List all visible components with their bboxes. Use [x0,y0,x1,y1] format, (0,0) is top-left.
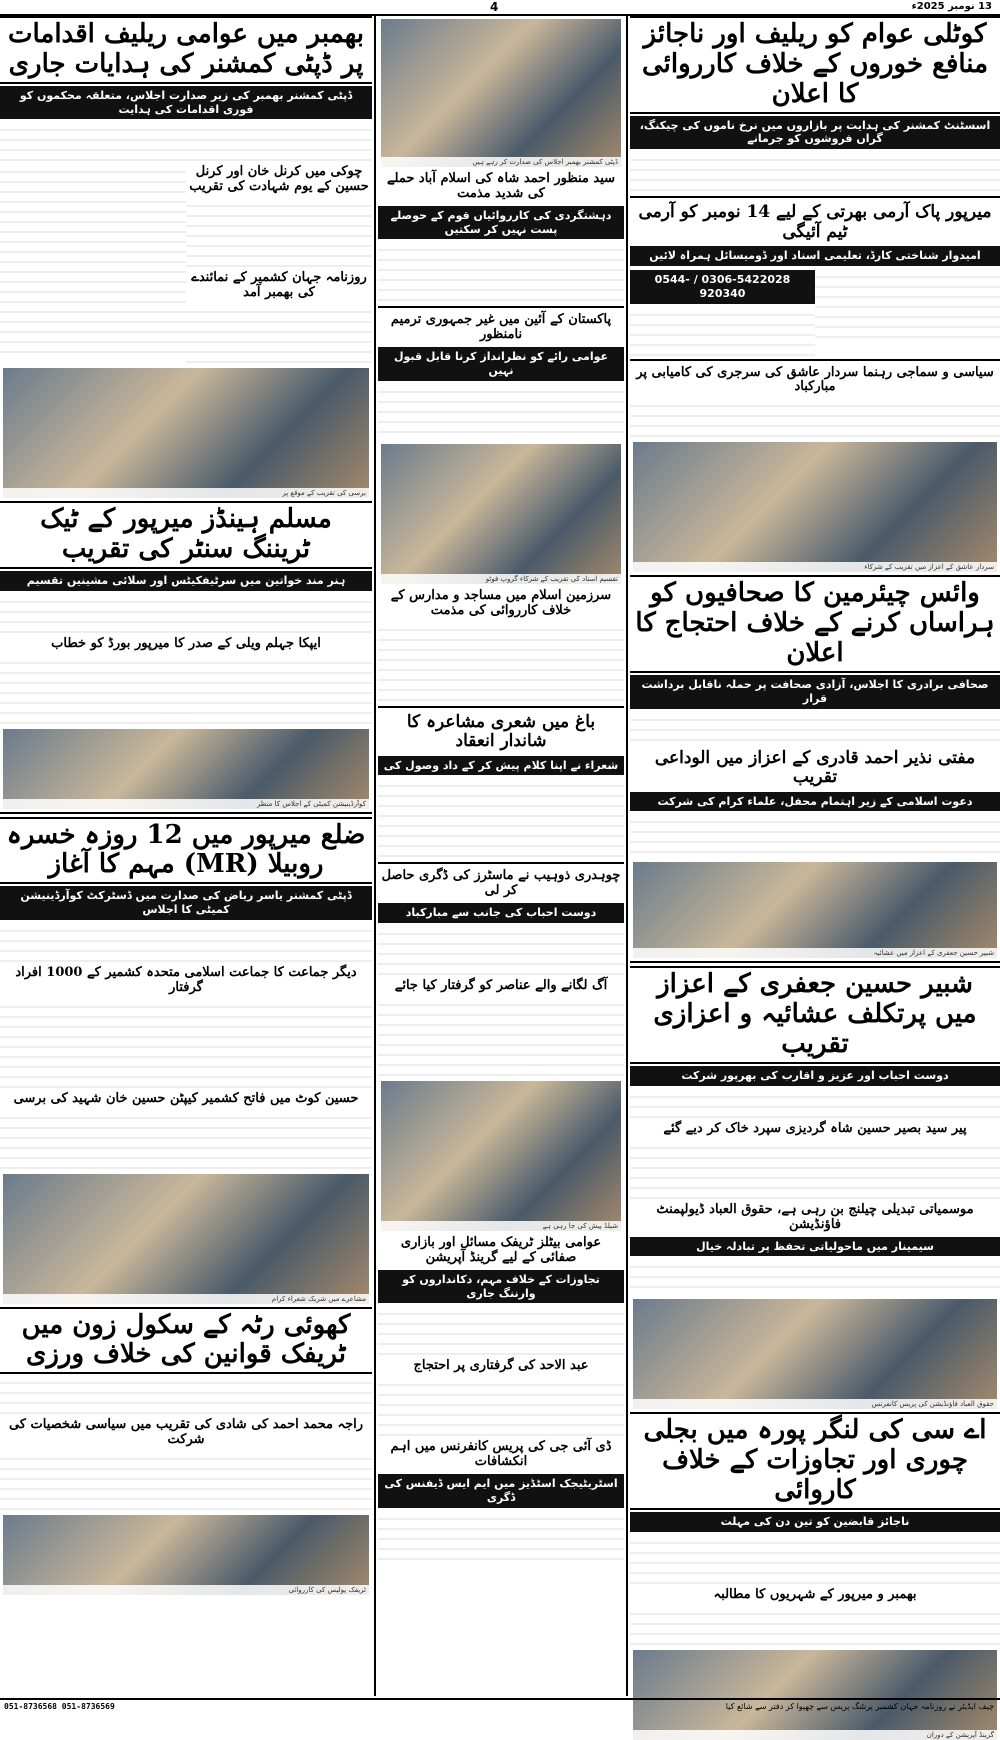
citizens-demand-headline: بھمبر و میرپور کے شہریوں کا مطالبہ [713,1586,917,1602]
rule [630,961,1000,963]
dig-bar: اسٹریٹیجک اسٹڈیز میں ایم ایس ڈیفنس کی ڈگری [378,1474,624,1508]
distribution-photo [3,368,369,498]
photo-caption: شیلڈ پیش کی جا رہی ہے [381,1221,621,1231]
article-body [0,163,186,355]
amendment-bar: عوامی رائے کو نظرانداز کرنا قابل قبول نہیں [378,347,624,381]
rule [0,812,372,814]
article-body [0,922,372,964]
article-body [630,1088,1000,1120]
grand-operation-headline: عوامی بیٹلز ٹریفک مسائل اور بازاری صفائی کے لیے گرینڈ آپریشن [400,1235,602,1265]
meeting-photo [381,19,621,167]
article-body [0,121,372,163]
article-body [0,1109,372,1171]
article-body [378,383,624,441]
reception-bar: دوست احباب اور عزیز و اقارب کی بھرپور شرکت [630,1066,1000,1086]
column-divider [626,16,628,1696]
page-number: 4 [490,0,499,14]
article-body [0,654,372,726]
masthead-bar [0,0,1000,16]
article-body [630,1534,1000,1586]
journalists-protest-headline: وائس چیئرمین کا صحافیوں کو ہراساں کرنے کے خلاف احتجاج کا اعلان [630,575,1000,673]
relief-measures-bar: ڈپٹی کمشنر بھمبر کی زیر صدارت اجلاس، متعلقہ محکموں کو فوری اقدامات کی ہدایت [0,86,372,120]
photo-caption: سردار عاشق کے اعزاز میں تقریب کے شرکاء [633,562,997,572]
article-body [630,813,1000,859]
photo-caption: حقوق العباد فاؤنڈیشن کی پریس کانفرنس [633,1399,997,1409]
army-recruitment-headline: میرپور پاک آرمی بھرتی کے لیے 14 نومبر کو آرمی ٹیم آئیگی [638,202,992,242]
article-body [0,1374,372,1416]
column-divider [374,16,376,1696]
article-body [378,1305,624,1357]
article-body [630,151,1000,193]
article-body [378,1510,624,1562]
article-body [0,998,372,1090]
phone-numbers: 051-8736568 051-8736569 [4,1702,115,1711]
article-body [630,1258,1000,1296]
climate-bar: سیمینار میں ماحولیاتی تحفظ پر تبادلہ خیال [630,1237,1000,1257]
mushaira-headline: باغ میں شعری مشاعرہ کا شاندار انعقاد [406,711,596,752]
article-body [378,241,624,303]
contact-numbers: 0306-5422028 / 0544-920340 [630,270,815,304]
arrests-headline: دیگر جماعت کا جماعت اسلامی متحدہ کشمیر کے 1000 افراد گرفتار [15,964,357,995]
farewell-bar: دعوت اسلامی کے زیر اہتمام محفل، علماء کرام کی شرکت [630,792,1000,812]
imprint-footer [0,1698,1000,1716]
muslim-hands-headline: مسلم ہینڈز میرپور کے ٹیک ٹریننگ سنٹر کی تقریب [0,501,372,569]
condemnation-bar: دہشتگردی کی کارروائیاں قوم کے حوصلے پست نہیں کر سکتیں [378,206,624,240]
issue-date: 13 نومبر 2025ء [911,1,992,12]
article-body [378,621,624,703]
portrait-photo [3,1174,369,1304]
article-body [378,925,624,977]
climate-headline: موسمیاتی تبدیلی چیلنج بن رہی ہے، حقوق العباد ڈیولپمنٹ فاؤنڈیشن [656,1201,974,1232]
committee-photo [3,729,369,809]
surgery-congrats-headline: سیاسی و سماجی رہنما سردار عاشق کی سرجری کی کامیابی پر مبارکباد [636,364,994,395]
article-body [378,777,624,859]
funeral-headline: پیر سید بصیر حسین شاہ گردیزی سپرد خاک کر دیے گئے [663,1120,967,1136]
article-body [0,593,372,635]
article-body [378,1376,624,1438]
rule [630,196,1000,198]
encroachment-bar: ناجائز قابضین کو تین دن کی مہلت [630,1512,1000,1532]
article-body [630,397,1000,439]
army-recruitment-bar: امیدوار شناختی کارڈ، تعلیمی اسناد اور ڈومیسائل ہمراہ لائیں [630,246,1000,266]
article-body [630,1605,1000,1647]
rule [630,359,1000,361]
traffic-photo [3,1515,369,1595]
apca-headline: ایپکا جہلم ویلی کے صدر کا میرپور بورڈ کو خطاب [51,635,321,651]
relief-measures-headline: بھمبر میں عوامی ریلیف اقدامات پر ڈپٹی کمشنر کی ہدایات جاری [0,16,372,84]
photo-caption: مشاعرے میں شریک شعراء کرام [3,1294,369,1304]
article-body [378,996,624,1078]
article-body [186,197,372,269]
farewell-headline: مفتی نذیر احمد قادری کے اعزاز میں الوداعی تقریب [654,747,976,788]
photo-caption: برسی کی تقریب کے موقع پر [3,488,369,498]
representative-visit-headline: روزنامہ جہان کشمیر کے نمائندے کی بھمبر آمد [191,270,367,301]
lead-subheadline: اسسٹنٹ کمشنر کی ہدایت پر بازاروں میں نرخ ناموں کی چیکنگ، گراں فروشوں کو جرمانے [630,116,1000,150]
imprint-line: چیف ایڈیٹر نے روزنامہ جہان کشمیر پرنٹنگ پریس سے چھپوا کر دفتر سے شائع کیا [725,1702,994,1711]
condemnation-headline: سید منظور احمد شاہ کی اسلام آباد حملے کی شدید مذمت [386,171,616,201]
mr-campaign-headline: ضلع میرپور میں 12 روزہ خسرہ روبیلا (MR) مہم کا آغاز [0,817,372,885]
article-body [630,711,1000,747]
photo-caption: گرینڈ آپریشن کے دوران [633,1730,997,1740]
grand-operation-bar: تجاوزات کے خلاف مہم، دکانداروں کو وارننگ جاری [378,1270,624,1304]
arson-headline: آگ لگانے والے عناصر کو گرفتار کیا جائے [394,978,608,994]
masters-degree-bar: دوست احباب کی جانب سے مبارکباد [378,903,624,923]
lead-headline: کوٹلی عوام کو ریلیف اور ناجائز منافع خوروں کے خلاف کارروائی کا اعلان [630,16,1000,114]
article-body [630,1139,1000,1201]
martyrs-day-headline: چوکی میں کرنل خان اور کرنل حسین کے یوم شہادت کی تقریب [189,164,369,195]
rule [378,306,624,308]
encroachment-headline: اے سی کی لنگر پورہ میں بجلی چوری اور تجاوزات کے خلاف کاروائی [630,1412,1000,1510]
photo-caption: ڈپٹی کمشنر بھمبر اجلاس کی صدارت کر رہے ہیں [381,157,621,167]
press-conference-photo [633,1299,997,1409]
photo-caption: ٹریفک پولیس کی کارروائی [3,1585,369,1595]
anniversary-headline: حسین کوٹ میں فاتح کشمیر کیپٹن حسین خان شہید کی برسی [13,1090,359,1106]
rule [378,862,624,864]
group-photo [633,442,997,572]
left-column [0,16,372,1696]
dig-headline: ڈی آئی جی کی پریس کانفرنس میں اہم انکشافات [390,1439,612,1470]
rule [378,706,624,708]
training-photo [381,444,621,584]
middle-column [378,16,624,1696]
mushaira-bar: شعراء نے اپنا کلام پیش کر کے داد وصول کی [378,756,624,776]
masters-degree-headline: چوہدری ذوہیب نے ماسٹرز کی ڈگری حاصل کر لی [381,868,621,899]
amendment-headline: پاکستان کے آئین میں غیر جمہوری ترمیم نامنظور [390,312,612,343]
article-body [0,1450,372,1512]
mosques-headline: سرزمین اسلام میں مساجد و مدارس کے خلاف کارروائی کی مذمت [390,587,612,618]
article-body [815,268,1000,340]
photo-caption: کوآرڈینیشن کمیٹی کے اجلاس کا منظر [3,799,369,809]
arrest-protest-headline: عبد الاحد کی گرفتاری پر احتجاج [413,1358,589,1374]
dinner-photo [633,862,997,958]
reception-headline: شبیر حسین جعفری کے اعزاز میں پرتکلف عشائیہ و اعزازی تقریب [630,966,1000,1064]
article-body [186,303,372,365]
wedding-headline: راجہ محمد احمد کی شادی کی تقریب میں سیاسی شخصیات کی شرکت [8,1417,364,1448]
event-photo [633,1650,997,1740]
muslim-hands-bar: ہنر مند خواتین میں سرٹیفکیٹس اور سلائی مشینیں تقسیم [0,571,372,591]
photo-caption: شبیر حسین جعفری کے اعزاز میں عشائیہ [633,948,997,958]
traffic-violation-headline: کھوئی رٹہ کے سکول زون میں ٹریفک قوانین کی خلاف ورزی [0,1307,372,1375]
mr-campaign-bar: ڈپٹی کمشنر یاسر ریاض کی صدارت میں ڈسٹرکٹ کوآرڈینیشن کمیٹی کا اجلاس [0,886,372,920]
photo-caption: تقسیم اسناد کی تقریب کے شرکاء گروپ فوٹو [381,574,621,584]
article-body [630,306,815,356]
shield-photo [381,1081,621,1231]
journalists-protest-bar: صحافی برادری کا اجلاس، آزادی صحافت پر حملہ ناقابل برداشت قرار [630,675,1000,709]
